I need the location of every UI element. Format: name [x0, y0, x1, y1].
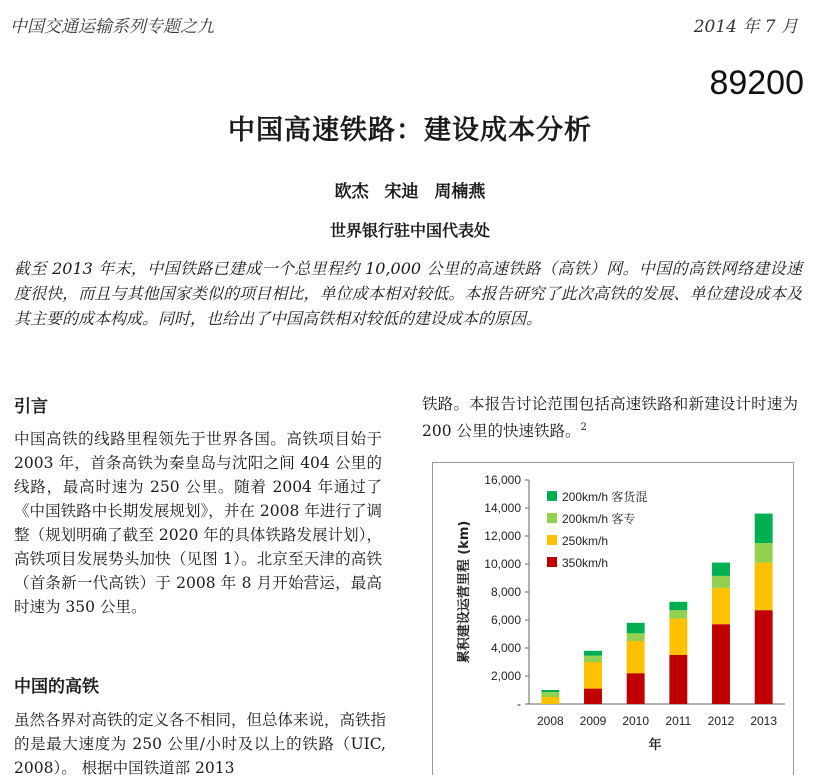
legend-label: 200km/h 客专 [562, 512, 636, 526]
bar-segment [541, 697, 559, 704]
bar-segment [627, 633, 645, 641]
section-heading-intro: 引言 [14, 397, 48, 417]
y-tick-label: 4,000 [490, 641, 521, 655]
intro-paragraph: 中国高铁的线路里程领先于世界各国。高铁项目始于 2003 年，首条高铁为秦皇岛与沈阳之间 404 公里的线路，最高时速为 250 公里。随着 2004 年通过了《中国铁路中长期发展规划》，并在 2008 年进行了调整（规划明确了截至 2020 年的具体铁路发展计划），高铁项目发展势头加快（见图 1）。北京至天津的高铁（首条新一代高铁）于 2008 年 8 月开始营运，最高时速为 350 公里。 [14, 430, 382, 616]
bar-segment [669, 610, 687, 618]
bar-segment [712, 624, 730, 704]
section-heading-china-hsr: 中国的高铁 [14, 677, 99, 697]
right-column-text: 铁路。本报告讨论范围包括高速铁路和新建设计时速为 200 公里的快速铁路。 [422, 395, 798, 441]
x-tick-label: 2012 [707, 714, 735, 728]
bar-segment [712, 563, 730, 576]
x-tick-label: 2013 [750, 714, 778, 728]
bar-segment [669, 655, 687, 704]
bar-segment [712, 588, 730, 624]
y-tick-label: 6,000 [490, 613, 521, 627]
bar-segment [584, 662, 602, 689]
legend-label: 350km/h [562, 556, 609, 570]
legend-swatch [547, 535, 557, 545]
series-label: 中国交通运输系列专题之九 [10, 17, 214, 37]
bar-segment [755, 543, 773, 563]
bar-segment [627, 673, 645, 704]
y-tick-label: 2,000 [490, 669, 521, 683]
y-tick-label: 8,000 [490, 585, 521, 599]
legend-swatch [547, 491, 557, 501]
y-tick-label: - [517, 697, 521, 711]
footnote-marker: 2 [580, 422, 587, 433]
legend-label: 250km/h [562, 534, 609, 548]
right-column-paragraph [422, 392, 798, 443]
y-tick-label: 10,000 [484, 557, 521, 571]
bar-segment [755, 514, 773, 543]
bar-segment [541, 692, 559, 697]
x-tick-label: 2008 [536, 714, 564, 728]
legend-label: 200km/h 客货混 [562, 490, 648, 504]
x-tick-label: 2009 [579, 714, 607, 728]
x-tick-label: 2011 [665, 714, 692, 728]
bar-segment [584, 656, 602, 662]
x-tick-label: 2010 [622, 714, 650, 728]
authors: 欧杰 宋迪 周楠燕 [334, 182, 486, 202]
y-axis-title: 累积建设运营里程 (km) [457, 520, 472, 664]
bar-segment [627, 641, 645, 673]
bar-segment [669, 602, 687, 610]
stacked-bar-chart [433, 463, 795, 776]
x-axis-title: 年 [648, 738, 662, 753]
china-hsr-paragraph: 虽然各界对高铁的定义各不相同，但总体来说，高铁指的是最大速度为 250 公里/小时及以上的铁路（UIC, 2008）。 根据中国铁道部 2013 [14, 711, 387, 777]
bar-segment [584, 689, 602, 704]
bar-segment [712, 576, 730, 588]
organization: 世界银行驻中国代表处 [329, 221, 490, 240]
document-number: 89200 [709, 64, 804, 102]
chart-figure [432, 462, 794, 775]
bar-segment [627, 623, 645, 634]
page-title: 中国高速铁路：建设成本分析 [228, 115, 592, 146]
y-tick-label: 12,000 [484, 529, 521, 543]
abstract: 截至 2013 年末，中国铁路已建成一个总里程约 10,000 公里的高速铁路（高铁）网。中国的高铁网络建设速度很快，而且与其他国家类似的项目相比，单位成本相对较低。本报告研究了此次高铁的发展、单位建设成本及其主要的成本构成。同时，也给出了中国高铁相对较低的建设成本的原因。 [14, 259, 802, 328]
bar-segment [755, 610, 773, 704]
publication-date: 2014 年 7 月 [693, 17, 798, 37]
bar-segment [755, 563, 773, 611]
y-tick-label: 14,000 [484, 501, 521, 515]
bar-segment [584, 651, 602, 656]
legend-swatch [547, 557, 557, 567]
bar-segment [541, 690, 559, 692]
bar-segment [669, 619, 687, 655]
legend-swatch [547, 513, 557, 523]
y-tick-label: 16,000 [484, 473, 521, 487]
